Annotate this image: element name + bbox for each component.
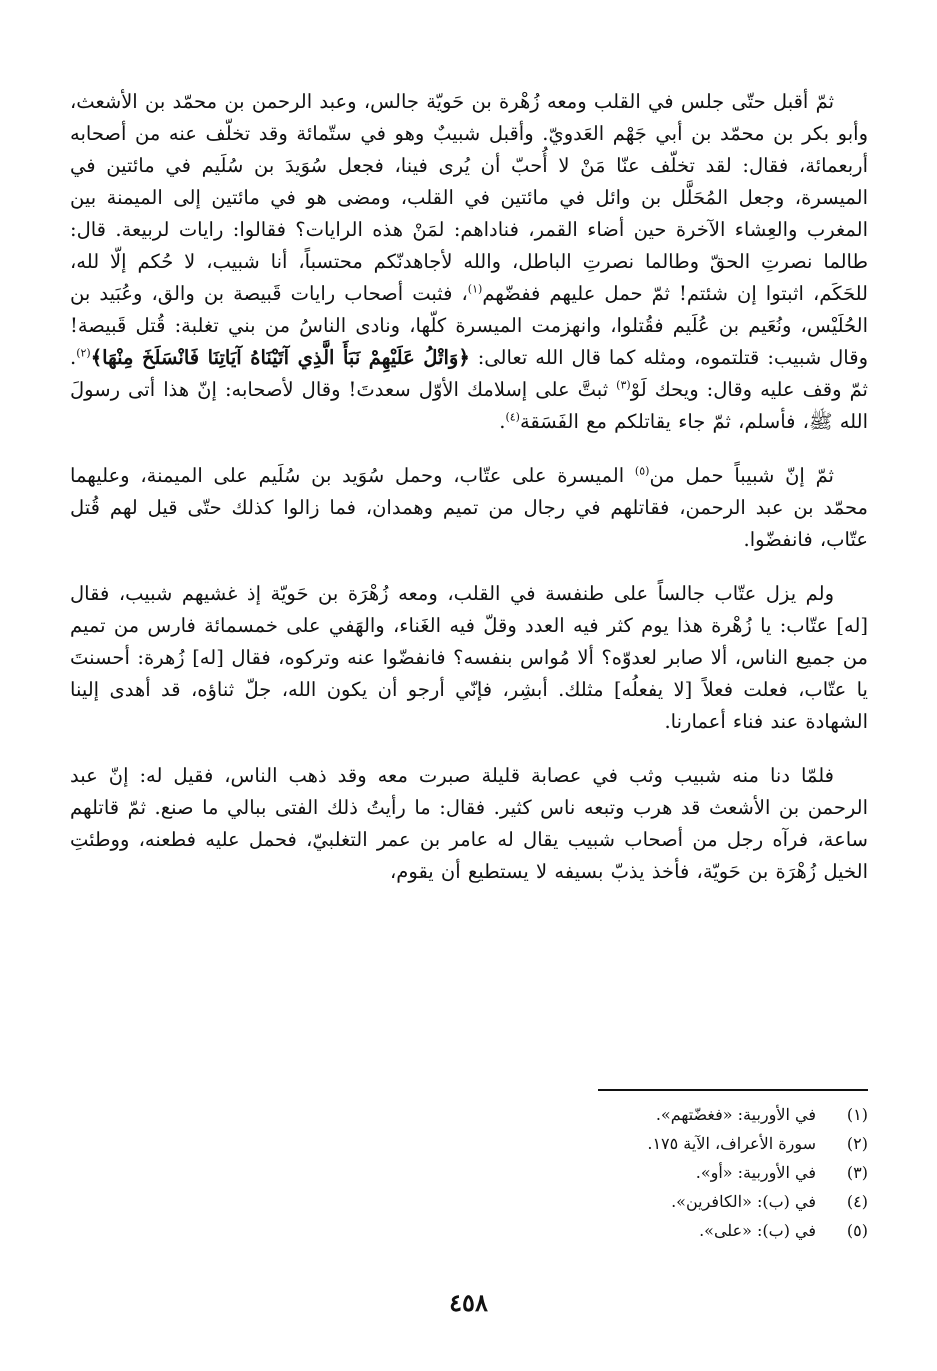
footnote-text: في (ب): «على».: [699, 1221, 816, 1240]
footnote-number: (٣): [846, 1163, 868, 1182]
page-number: ٤٥٨: [449, 1288, 488, 1317]
footnote-text: سورة الأعراف، الآية ١٧٥.: [647, 1134, 816, 1153]
paragraph-4: فلمّا دنا منه شبيب وثب في عصابة قليلة صبرت معه وقد ذهب الناس، فقيل له: إنّ عبد الرحمن بن الأشعث قد هرب وتبعه ناس كثير. فقال: ما رأيتُ ذلك الفتى ببالي ما صنع. ثمّ قاتلهم ساعة، فرآه رجل من أصحاب شبيب يقال له عامر بن عمر التغلبيّ، فحمل عليه فطعنه، ووطئتِ الخيل زُهْرَة بن حَويّة، فأخذ يذبّ بسيفه لا يستطيع أن يقوم،: [70, 764, 868, 883]
footnote-number: (١): [846, 1105, 868, 1124]
footnotes: [470, 1100, 868, 1245]
quran-verse: ﴿وَاتْلُ عَلَيْهِمْ نَبَأَ الَّذِي آتَيْنَاهُ آيَاتِنَا فَانْسَلَخَ مِنْهَا﴾: [90, 346, 470, 369]
footnote-text: في (ب): «الكافرين».: [671, 1192, 816, 1211]
paragraph-1: [70, 86, 868, 438]
paragraph-1-end: .: [499, 410, 506, 433]
footnote-text: في الأوربية: «فغضّتهم».: [655, 1105, 816, 1124]
footnote-ref-4[interactable]: (٤): [505, 410, 520, 424]
footnote-number: (٤): [846, 1192, 868, 1211]
footnote-5: [470, 1216, 868, 1245]
footnote-text: في الأوربية: «أو».: [695, 1163, 816, 1182]
paragraph-2-text-2: الميسرة على عتّاب، وحمل سُوَيد بن سُلَيم على الميمنة، وعليهما محمّد بن عبد الرحمن، فقاتلهم في رجال من تميم وهمدان، فما زالوا كذلك حتّى قيل لهم قُتل عتّاب، فانفضّوا.: [70, 464, 868, 551]
footnote-4: [470, 1187, 868, 1216]
footnote-1: [470, 1100, 868, 1129]
paragraph-1-text-3: . ثمّ وقف عليه وقال: ويحك لَوْ: [70, 346, 868, 401]
footnote-ref-1[interactable]: (١): [467, 282, 483, 296]
main-text: [70, 86, 868, 888]
footnote-ref-2[interactable]: (٢): [76, 346, 91, 360]
paragraph-1-text-2: ، فثبت أصحاب رايات قَبيصة بن والق، وعُبَيد بن الحُلَيْس، ونُعَيم بن عُلَيم فقُتلوا، وانهزمت الميسرة كلّها، ونادى الناسُ من بني تغلبة: قُتل قَبيصة! وقال شبيب: قتلتموه، ومثله كما قال الله تعالى:: [70, 282, 868, 369]
footnote-ref-5[interactable]: (٥): [634, 464, 650, 478]
footnote-number: (٢): [846, 1134, 868, 1153]
footnote-ref-3[interactable]: (٣): [616, 378, 631, 392]
paragraph-1-text-4: ثبتَّ على إسلامك الأوّل سعدتَ! وقال لأصحابه: إنّ هذا أتى رسولَ الله ﷺ، فأسلم، ثمّ جاء يقاتلكم مع الفَسَقة: [70, 378, 868, 433]
paragraph-1-text: ثمّ أقبل حتّى جلس في القلب ومعه زُهْرة بن حَويّة جالس، وعبد الرحمن بن محمّد بن الأشعث، وأبو بكر بن محمّد بن أبي جَهْم العَدويّ. وأقبل شبيبٌ وهو في ستّمائة وقد تخلّف عنه من أصحابه أربعمائة، فقال: لقد تخلّف عنّا مَنْ لا أُحبّ أن يُرى فينا، فجعل سُوَيدَ بن سُلَيم في مائتين في الميسرة، وجعل المُحَلَّل بن وائل في مائتين في القلب، ومضى هو في مائتين إلى الميمنة بين المغرب والعِشاء الآخرة حين أضاء القمر، فناداهم: لمَنْ هذه الرايات؟ فقالوا: رايات لربيعة. قال: طالما نصرتِ الحقّ وطالما نصرتِ الباطل، والله لأجاهدنّكم محتسباً، أنا شبيب، لا حُكم إلّا لله، للحَكَم، اثبتوا إن شئتم! ثمّ حمل عليهم ففضّهم: [70, 90, 868, 305]
paragraph-2: [70, 460, 868, 556]
footnote-number: (٥): [846, 1221, 868, 1240]
footnote-2: [470, 1129, 868, 1158]
footnote-divider: [598, 1089, 868, 1091]
paragraph-3: ولم يزل عتّاب جالساً على طنفسة في القلب، ومعه زُهْرَة بن حَويّة إذ غشيهم شبيب، فقال [له] عتّاب: يا زُهْرة هذا يوم كثر فيه العدد وقلّ فيه الغَناء، والهَفي على خمسمائة فارس من تميم من جميع الناس، ألا صابر لعدوّه؟ ألا مُواس بنفسه؟ فانفضّوا عنه وتركوه، فقال [له] زُهرة: أحسنتَ يا عتّاب، فعلت فعلاً [لا يفعلُه] مثلك. أبشِر، فإنّي أرجو أن يكون الله، جلّ ثناؤه، قد أهدى إلينا الشهادة عند فناء أعمارنا.: [70, 582, 868, 733]
footnote-3: [470, 1158, 868, 1187]
paragraph-2-text: ثمّ إنّ شبيباً حمل من: [649, 464, 834, 487]
